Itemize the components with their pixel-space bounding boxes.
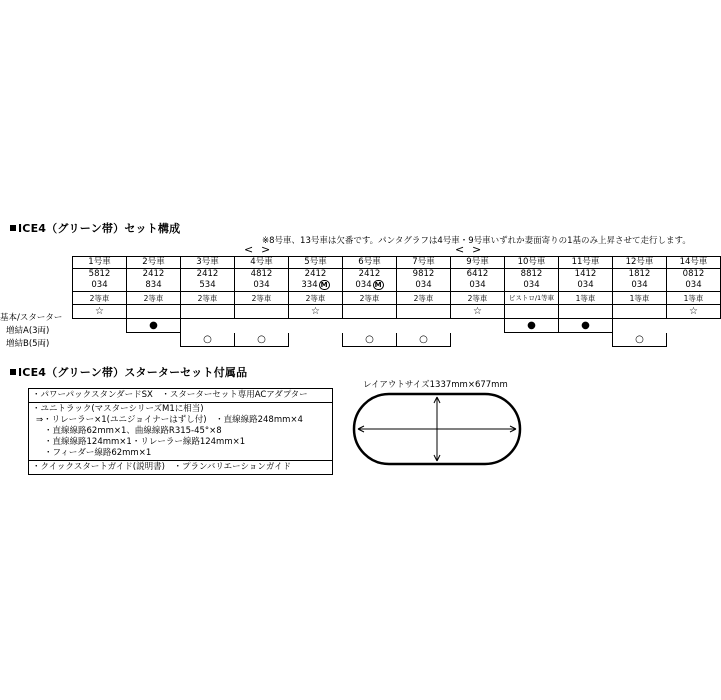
car-class: 1等車 [667, 292, 721, 305]
car-number-bottom: 034 [613, 280, 667, 292]
blank-cell [397, 319, 451, 333]
car-header-row [73, 257, 721, 269]
blank-cell [559, 305, 613, 319]
car-header: 6号車 [343, 257, 397, 269]
blank-cell [127, 333, 181, 347]
accessory-track-line: ・フィーダー線路62mm×1 [44, 448, 152, 458]
car-composition-table [72, 256, 721, 347]
car-class: 2等車 [235, 292, 289, 305]
car-number-bottom: 034 [559, 280, 613, 292]
blank-cell [235, 305, 289, 319]
star-mark: ☆ [73, 305, 127, 319]
row-label-add-a: 増結A(3両) [6, 326, 50, 336]
car-header: 10号車 [505, 257, 559, 269]
car-number-bottom: 034 [355, 280, 372, 290]
blank-cell [667, 319, 721, 333]
car-number-bottom: 034 [667, 280, 721, 292]
car-class: 2等車 [181, 292, 235, 305]
blank-cell [397, 305, 451, 319]
accessories-row-guide [29, 461, 333, 475]
car-class: 1等車 [613, 292, 667, 305]
blank-cell [289, 333, 343, 347]
blank-cell [127, 305, 181, 319]
car-class: 2等車 [343, 292, 397, 305]
car-class: 2等車 [127, 292, 181, 305]
open-circle-mark: ○ [397, 333, 451, 347]
car-class: ビストロ/1等車 [505, 292, 559, 305]
car-number-top: 2412 [181, 269, 235, 281]
pantograph-bracket-left-b: < [455, 243, 465, 256]
car-number-bottom-cell [289, 280, 343, 292]
blank-cell [73, 333, 127, 347]
car-header: 2号車 [127, 257, 181, 269]
blank-cell [451, 333, 505, 347]
car-number-top: 4812 [235, 269, 289, 281]
car-number-bottom: 334 [301, 280, 318, 290]
car-number-top: 8812 [505, 269, 559, 281]
car-header: 12号車 [613, 257, 667, 269]
blank-cell [667, 333, 721, 347]
pantograph-bracket-right-a: > [261, 243, 271, 256]
accessory-power-pack: ・パワーパックスタンダードSX ・スターターセット専用ACアダプター [29, 389, 333, 403]
blank-cell [613, 305, 667, 319]
blank-cell [289, 319, 343, 333]
basic-starter-row [73, 305, 721, 319]
row-label-basic-starter: 基本/スターター [0, 313, 63, 323]
accessory-track-line: ・直線線路62mm×1、曲線線路R315-45°×8 [44, 426, 222, 436]
car-number-top-row [73, 269, 721, 281]
motor-badge-icon: M [320, 281, 328, 289]
blank-cell [505, 305, 559, 319]
car-number-top: 1812 [613, 269, 667, 281]
car-number-top: 9812 [397, 269, 451, 281]
car-header: 3号車 [181, 257, 235, 269]
car-number-bottom: 834 [127, 280, 181, 292]
car-header: 9号車 [451, 257, 505, 269]
car-number-top: 2412 [289, 269, 343, 281]
car-number-bottom: 034 [73, 280, 127, 292]
blank-cell [613, 319, 667, 333]
open-circle-mark: ○ [343, 333, 397, 347]
blank-cell [505, 333, 559, 347]
pantograph-bracket-left-a: < [244, 243, 254, 256]
filled-circle-mark: ● [127, 319, 181, 333]
car-header: 7号車 [397, 257, 451, 269]
car-number-bottom: 534 [181, 280, 235, 292]
car-number-top: 0812 [667, 269, 721, 281]
accessory-track-line: ・直線線路124mm×1・リレーラー線路124mm×1 [44, 437, 246, 447]
star-mark: ☆ [667, 305, 721, 319]
car-header: 11号車 [559, 257, 613, 269]
blank-cell [181, 319, 235, 333]
star-mark: ☆ [289, 305, 343, 319]
add-a-row [73, 319, 721, 333]
open-circle-mark: ○ [181, 333, 235, 347]
section-title-starter-accessories: ICE4（グリーン帯）スターターセット付属品 [10, 364, 247, 380]
square-bullet-icon [10, 225, 16, 231]
car-number-top: 6412 [451, 269, 505, 281]
section-title-set-composition: ICE4（グリーン帯）セット構成 [10, 220, 180, 236]
car-number-bottom: 034 [451, 280, 505, 292]
car-header: 1号車 [73, 257, 127, 269]
open-circle-mark: ○ [235, 333, 289, 347]
car-number-bottom-row [73, 280, 721, 292]
car-class: 2等車 [451, 292, 505, 305]
car-number-bottom: 034 [397, 280, 451, 292]
accessory-track-line: ⇒・リレーラー×1(ユニジョイナーはずし付) ・直線線路248mm×4 [36, 415, 303, 425]
row-label-add-b: 増結B(5両) [6, 339, 50, 349]
pantograph-bracket-right-b: > [472, 243, 482, 256]
star-mark: ☆ [451, 305, 505, 319]
car-number-top: 2412 [127, 269, 181, 281]
blank-cell [235, 319, 289, 333]
oval-layout-diagram [350, 390, 525, 470]
car-class: 2等車 [397, 292, 451, 305]
car-number-bottom: 034 [505, 280, 559, 292]
motor-badge-icon: M [374, 281, 382, 289]
car-header: 14号車 [667, 257, 721, 269]
blank-cell [343, 319, 397, 333]
layout-size-title: レイアウトサイズ1337mm×677mm [363, 380, 508, 390]
car-number-bottom-cell [343, 280, 397, 292]
accessories-table [28, 388, 333, 475]
car-header: 5号車 [289, 257, 343, 269]
open-circle-mark: ○ [613, 333, 667, 347]
accessories-row-power [29, 389, 333, 403]
car-number-bottom: 034 [235, 280, 289, 292]
accessory-guides: ・クイックスタートガイド(説明書) ・プランバリエーションガイド [29, 461, 333, 475]
car-class: 1等車 [559, 292, 613, 305]
filled-circle-mark: ● [505, 319, 559, 333]
accessory-track-line: ・ユニトラック(マスターシリーズM1に相当) [32, 404, 204, 414]
blank-cell [181, 305, 235, 319]
blank-cell [343, 305, 397, 319]
filled-circle-mark: ● [559, 319, 613, 333]
accessory-track-cell [29, 403, 333, 461]
add-b-row [73, 333, 721, 347]
car-class-row [73, 292, 721, 305]
composition-note: ※8号車、13号車は欠番です。パンタグラフは4号車・9号車いずれか妻面寄りの1基のみ上昇させて走行します。 [262, 236, 691, 246]
car-number-top: 1412 [559, 269, 613, 281]
car-header: 4号車 [235, 257, 289, 269]
car-class: 2等車 [289, 292, 343, 305]
car-number-top: 5812 [73, 269, 127, 281]
accessories-row-track [29, 403, 333, 461]
square-bullet-icon [10, 369, 16, 375]
blank-cell [559, 333, 613, 347]
car-class: 2等車 [73, 292, 127, 305]
blank-cell [451, 319, 505, 333]
car-number-top: 2412 [343, 269, 397, 281]
blank-cell [73, 319, 127, 333]
